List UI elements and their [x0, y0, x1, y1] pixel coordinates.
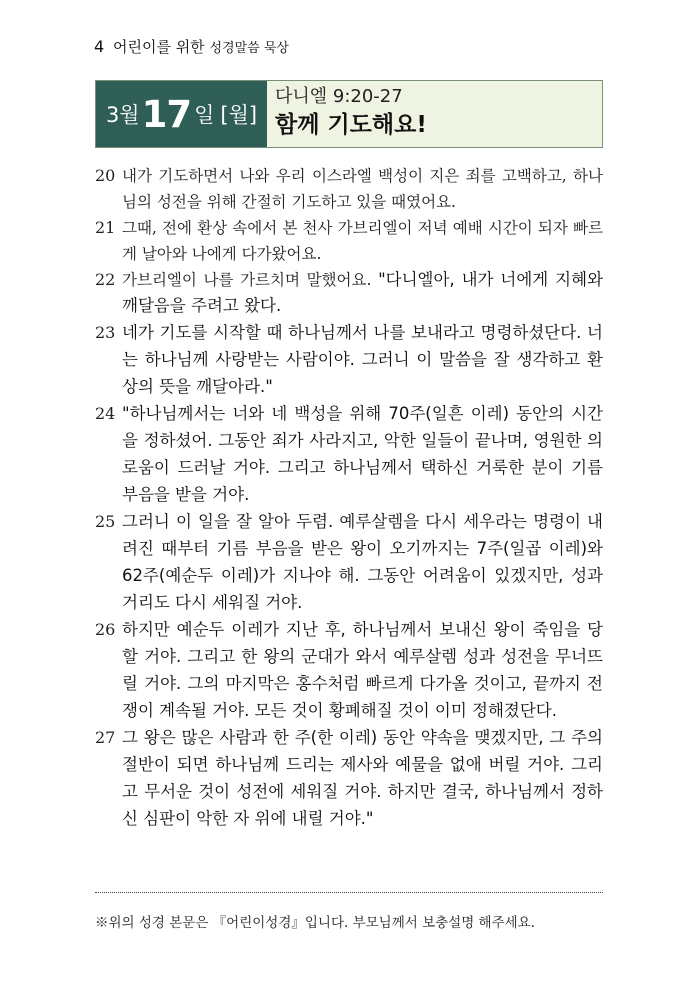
footnote-divider — [95, 892, 603, 893]
running-head — [94, 36, 289, 57]
running-head-subtitle: 성경말씀 묵상 — [209, 41, 289, 56]
verse — [95, 508, 603, 616]
verse — [95, 267, 603, 319]
date-badge — [96, 81, 267, 147]
verse-text-narration: 가브리엘이 나를 가르치며 말했어요. — [122, 271, 372, 289]
verse-number: 27 — [95, 728, 116, 747]
scripture-passage — [95, 163, 603, 832]
verse — [95, 724, 603, 832]
verse-number: 26 — [95, 620, 116, 639]
date-weekday: [월] — [220, 103, 258, 127]
verse — [95, 319, 603, 400]
verse-text: 그때, 전에 환상 속에서 본 천사 가브리엘이 저녁 예배 시간이 되자 빠르게 날아와 나에게 다가왔어요. — [122, 219, 603, 263]
verse-text — [122, 267, 603, 319]
verse-number: 25 — [95, 512, 116, 531]
verse-number: 22 — [95, 270, 116, 289]
devotion-header — [95, 80, 603, 148]
verse — [95, 163, 603, 215]
verse — [95, 616, 603, 724]
verse-number: 24 — [95, 404, 116, 423]
date-day-suffix: 일 — [194, 103, 215, 127]
page-number: 4 — [94, 37, 105, 56]
date-month: 3월 — [105, 103, 140, 127]
verse-text: 그러니 이 일을 잘 알아 두렴. 예루살렘을 다시 세우라는 명령이 내려진 때부터 기름 부음을 받은 왕이 오기까지는 7주(일곱 이레)와 62주(예순두 이레)가 지나야 해. 그동안 어려움이 있겠지만, 성과 거리도 다시 세워질 거야. — [122, 512, 603, 612]
verse-text: 그 왕은 많은 사람과 한 주(한 이레) 동안 약속을 맺겠지만, 그 주의 절반이 되면 하나님께 드리는 제사와 예물을 없애 버릴 거야. 그리고 무서운 것이 성전에 세워질 거야. 하지만 결국, 하나님께서 정하신 심판이 악한 자 위에 내릴 거야." — [122, 728, 603, 828]
verse — [95, 215, 603, 267]
verse-text: 하지만 예순두 이레가 지난 후, 하나님께서 보내신 왕이 죽임을 당할 거야. 그리고 한 왕의 군대가 와서 예루살렘 성과 성전을 무너뜨릴 거야. 그의 마지막은 홍수처럼 빠르게 다가올 것이고, 끝까지 전쟁이 계속될 거야. 모든 것이 황폐해질 것이 이미 정해졌단다. — [122, 620, 603, 720]
verse-text-speech: "다니엘아, 내가 너에게 지혜와 깨달음을 주려고 왔다. — [122, 270, 604, 315]
title-panel — [267, 81, 602, 147]
page-title: 함께 기도해요! — [275, 112, 427, 138]
verse-number: 21 — [95, 218, 116, 237]
verse-number: 20 — [95, 166, 116, 185]
scripture-reference: 다니엘 9:20-27 — [275, 86, 403, 107]
date-day: 17 — [141, 92, 192, 136]
running-head-title: 어린이를 위한 — [112, 38, 205, 56]
verse-text: 내가 기도하면서 나와 우리 이스라엘 백성이 지은 죄를 고백하고, 하나님의 성전을 위해 간절히 기도하고 있을 때였어요. — [122, 167, 603, 211]
verse — [95, 400, 603, 508]
verse-number: 23 — [95, 323, 116, 342]
footnote: ※위의 성경 본문은 『어린이성경』입니다. 부모님께서 보충설명 해주세요. — [95, 915, 535, 931]
verse-text: "하나님께서는 너와 네 백성을 위해 70주(일흔 이레) 동안의 시간을 정하셨어. 그동안 죄가 사라지고, 악한 일들이 끝나며, 영원한 의로움이 드러날 거야. 그리고 하나님께서 택하신 거룩한 분이 기름 부음을 받을 거야. — [122, 404, 603, 504]
verse-text: 네가 기도를 시작할 때 하나님께서 나를 보내라고 명령하셨단다. 너는 하나님께 사랑받는 사람이야. 그러니 이 말씀을 잘 생각하고 환상의 뜻을 깨달아라." — [122, 323, 603, 396]
